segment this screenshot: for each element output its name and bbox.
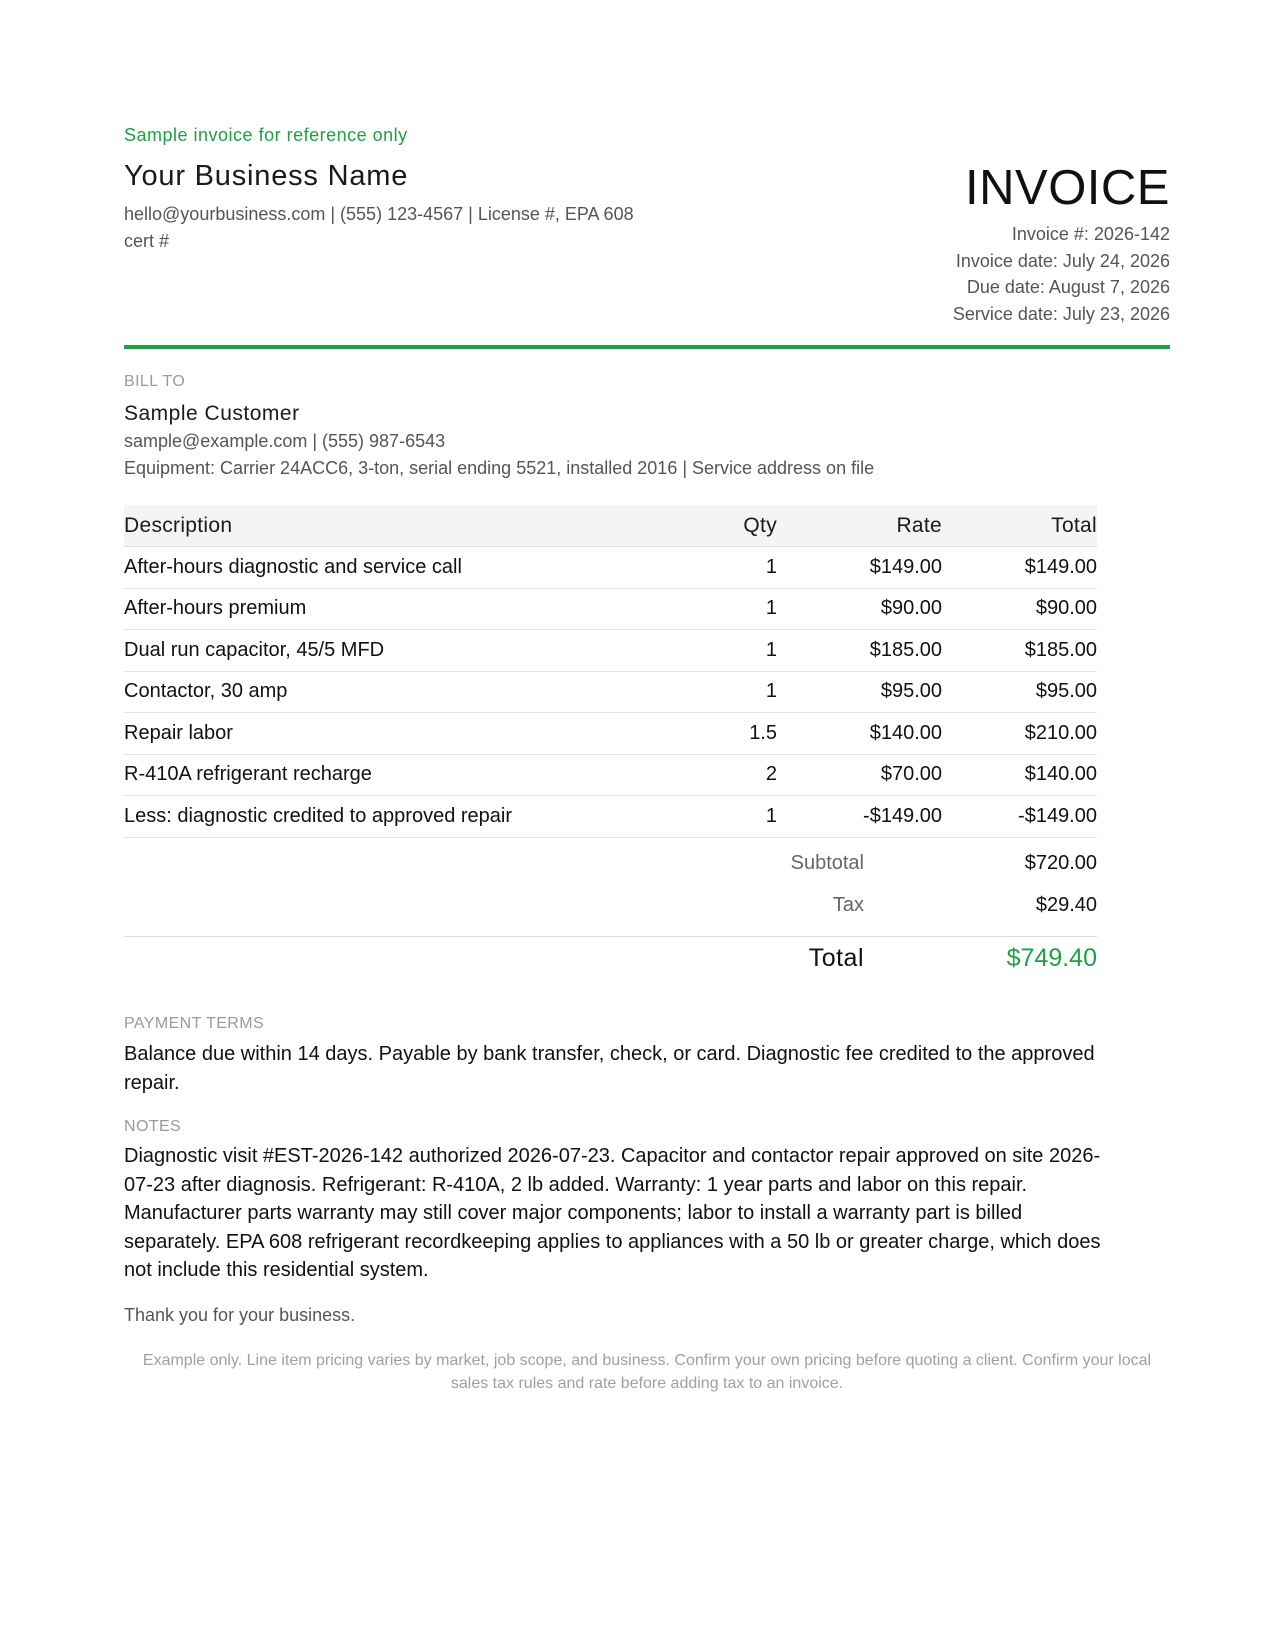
- notes-label: NOTES: [124, 1118, 182, 1135]
- header-rate: Rate: [777, 505, 942, 547]
- row-total: $90.00: [942, 588, 1097, 630]
- row-qty: 1: [644, 796, 777, 838]
- row-description: R-410A refrigerant recharge: [124, 754, 644, 796]
- grand-total-row: [124, 944, 1097, 988]
- row-rate: $149.00: [777, 547, 942, 589]
- table-row: [124, 713, 1097, 755]
- header-description: Description: [124, 505, 644, 547]
- table-row: [124, 796, 1097, 838]
- row-rate: $185.00: [777, 630, 942, 672]
- table-header-row: [124, 505, 1097, 547]
- table-row: [124, 630, 1097, 672]
- payment-terms-label: PAYMENT TERMS: [124, 1015, 265, 1032]
- due-date: Due date: August 7, 2026: [966, 277, 1170, 298]
- row-description: After-hours premium: [124, 588, 644, 630]
- row-qty: 1: [644, 547, 777, 589]
- invoice-meta: [953, 221, 1170, 328]
- row-rate: $95.00: [777, 671, 942, 713]
- row-description: Contactor, 30 amp: [124, 671, 644, 713]
- row-total: $140.00: [942, 754, 1097, 796]
- header-qty: Qty: [644, 505, 777, 547]
- customer-name: Sample Customer: [124, 402, 300, 425]
- grand-total-label: Total: [808, 944, 864, 972]
- row-qty: 1.5: [644, 713, 777, 755]
- row-rate: $140.00: [777, 713, 942, 755]
- sample-note: Sample invoice for reference only: [124, 125, 408, 145]
- row-description: Dual run capacitor, 45/5 MFD: [124, 630, 644, 672]
- disclaimer: Example only. Line item pricing varies by market, job scope, and business. Confirm your own pricing before quoting a client. Confirm your local sales tax rules and rate before adding tax to an invoice.: [142, 1352, 1152, 1392]
- row-total: $149.00: [942, 547, 1097, 589]
- table-row: [124, 671, 1097, 713]
- table-row: [124, 547, 1097, 589]
- thank-you-note: Thank you for your business.: [124, 1305, 356, 1325]
- bill-to-label: BILL TO: [124, 373, 186, 390]
- row-total: $185.00: [942, 630, 1097, 672]
- header-total: Total: [942, 505, 1097, 547]
- invoice-title: INVOICE: [965, 161, 1170, 215]
- grand-total-value: $749.40: [1006, 944, 1097, 972]
- row-rate: $90.00: [777, 588, 942, 630]
- tax-label: Tax: [832, 894, 864, 916]
- invoice-date: Invoice date: July 24, 2026: [955, 250, 1170, 271]
- totals-block: [124, 852, 1097, 972]
- line-items-table: [124, 505, 1097, 838]
- row-description: Less: diagnostic credited to approved repair: [124, 796, 644, 838]
- tax-value: $29.40: [1035, 894, 1097, 916]
- notes-text: Diagnostic visit #EST-2026-142 authorized 2026-07-23. Capacitor and contactor repair approved on site 2026-07-23 after diagnosis. Refrigerant: R-410A, 2 lb added. Warranty: 1 year parts and labor on this repair. Manufacturer parts warranty may still cover major components; labor to install a warranty part is billed separately. EPA 608 refrigerant recordkeeping applies to appliances with a 50 lb or greater charge, which does not include this residential system.: [124, 1145, 1101, 1281]
- tax-row: [124, 894, 1097, 936]
- row-description: After-hours diagnostic and service call: [124, 547, 644, 589]
- row-total: $95.00: [942, 671, 1097, 713]
- customer-equipment: Equipment: Carrier 24ACC6, 3-ton, serial ending 5521, installed 2016 | Service address on file: [124, 458, 875, 478]
- row-qty: 1: [644, 630, 777, 672]
- row-qty: 1: [644, 671, 777, 713]
- table-row: [124, 754, 1097, 796]
- business-name: Your Business Name: [124, 160, 409, 192]
- row-total: $210.00: [942, 713, 1097, 755]
- totals-divider: [124, 936, 1097, 937]
- row-total: -$149.00: [942, 796, 1097, 838]
- invoice-number: Invoice #: 2026-142: [1011, 224, 1170, 244]
- row-qty: 2: [644, 754, 777, 796]
- business-contact: hello@yourbusiness.com | (555) 123-4567 | License #, EPA 608 cert #: [124, 204, 634, 251]
- row-description: Repair labor: [124, 713, 644, 755]
- table-row: [124, 588, 1097, 630]
- row-rate: -$149.00: [777, 796, 942, 838]
- payment-terms-text: Balance due within 14 days. Payable by bank transfer, check, or card. Diagnostic fee credited to the approved repair.: [124, 1043, 1095, 1094]
- subtotal-value: $720.00: [1024, 852, 1097, 874]
- subtotal-row: [124, 852, 1097, 894]
- service-date: Service date: July 23, 2026: [952, 304, 1170, 325]
- subtotal-label: Subtotal: [790, 852, 864, 874]
- header-divider: [124, 345, 1170, 349]
- row-rate: $70.00: [777, 754, 942, 796]
- customer-contact: sample@example.com | (555) 987-6543: [124, 431, 446, 451]
- row-qty: 1: [644, 588, 777, 630]
